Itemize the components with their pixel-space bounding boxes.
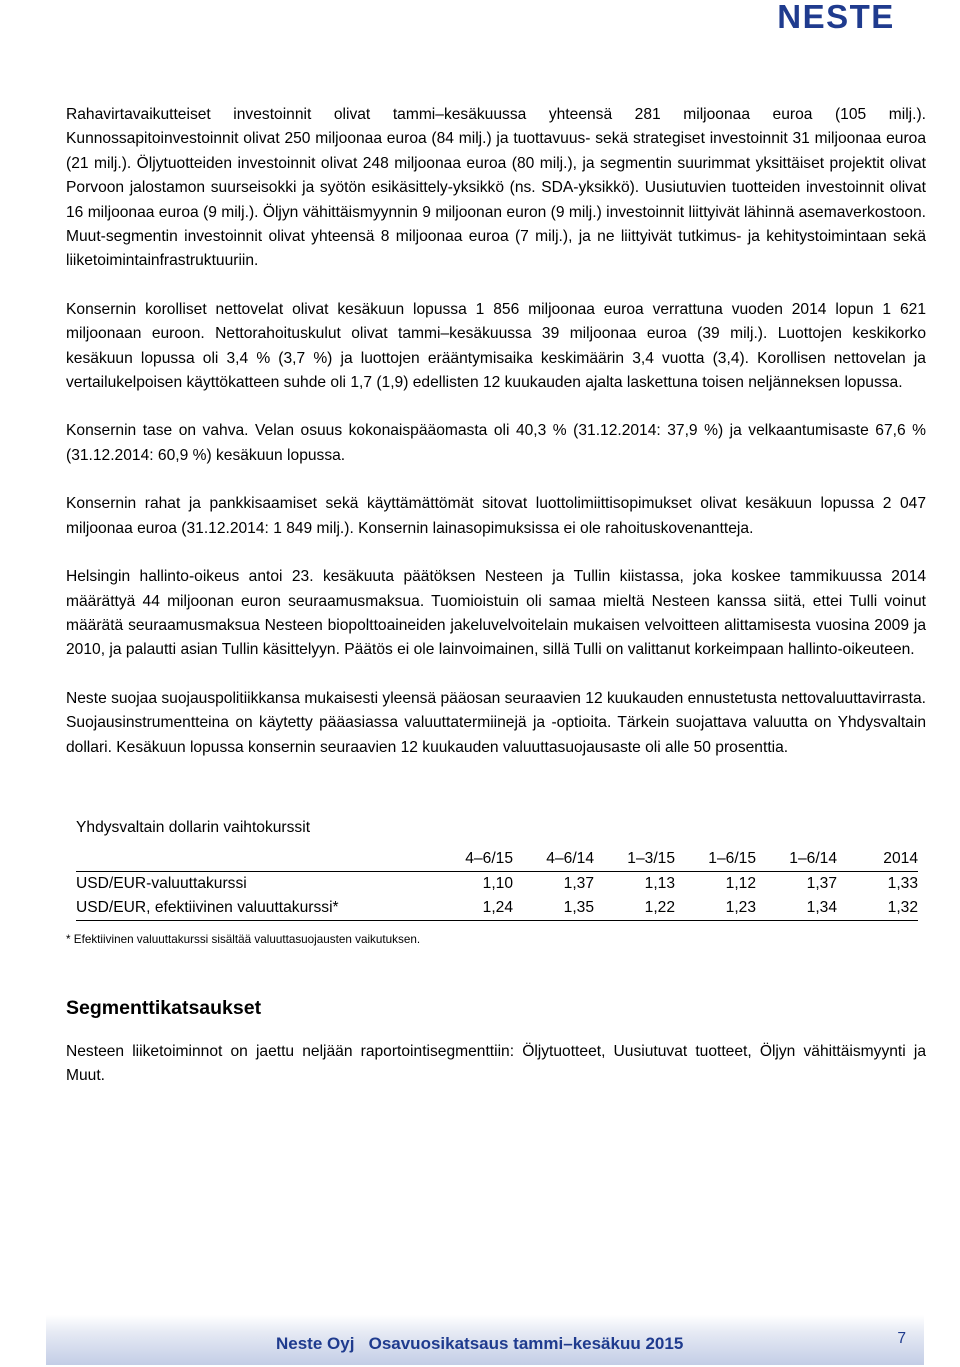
table-cell: 1,32 <box>837 896 918 921</box>
table-header-cell: 1–3/15 <box>594 847 675 872</box>
neste-logo-text: NESTE <box>777 2 895 32</box>
paragraph-hedging: Neste suojaa suojauspolitiikkansa mukaisesti yleensä pääosan seuraavien 12 kuukauden ennustetusta nettovaluuttavirrasta. Suojausinstrumentteina on käytetty pääasiassa valuuttatermiinejä ja -optioita. Tärkein suojattava valuutta on Yhdysvaltain dollari. Kesäkuun lopussa konsernin seuraavien 12 kuukauden valuuttasuojausaste oli alle 50 prosenttia. <box>66 689 926 756</box>
neste-logo <box>760 2 912 32</box>
table-header-row <box>76 847 918 872</box>
neste-logo-mark <box>760 2 912 32</box>
page-number: 7 <box>897 1330 906 1347</box>
section-heading: Segmenttikatsaukset <box>66 996 262 1019</box>
paragraph-investments: Rahavirtavaikutteiset investoinnit olivat tammi–kesäkuussa yhteensä 281 miljoonaa euroa (105 milj.). Kunnossapitoinvestoinnit olivat 250 miljoonaa euroa (84 milj.) ja tuottavuus- sekä strategiset investoinnit 31 miljoonaa euroa (21 milj.). Öljytuotteiden investoinnit olivat 248 miljoonaa euroa (80 milj.), ja segmentin suurimmat yksittäiset projektit olivat Porvoon jalostamon suurseisokki ja syötön esikäsittely-yksikkö (ns. SDA-yksikkö). Uusiutuvien tuotteiden investoinnit olivat 16 miljoonaa euroa (9 milj.). Öljyn vähittäismyynnin 9 miljoonan euron (9 milj.) investoinnit liittyivät lähinnä asemaverkostoon. Muut-segmentin investoinnit olivat yhteensä 8 miljoonaa euroa (7 milj.), ja ne liittyivät tutkimus- ja kehitystoimintaan sekä liiketoimintainfrastruktuuriin. <box>66 106 926 270</box>
table-row-label: USD/EUR-valuuttakurssi <box>76 874 247 892</box>
table-header-cell: 2014 <box>837 847 918 872</box>
table-cell: 1,22 <box>594 896 675 921</box>
exchange-rate-table-block <box>76 818 918 921</box>
table-cell: 1,12 <box>725 874 756 892</box>
table-cell: 1,34 <box>756 896 837 921</box>
table-header-cell: 1–6/15 <box>675 847 756 872</box>
table-row-label: USD/EUR, efektiivinen valuuttakurssi* <box>76 896 432 921</box>
table-cell: 1,13 <box>644 874 675 892</box>
table-header-cell: 4–6/14 <box>513 847 594 872</box>
exchange-rate-table-title: Yhdysvaltain dollarin vaihtokurssit <box>76 818 311 836</box>
table-footnote: * Efektiivinen valuuttakurssi sisältää valuuttasuojausten vaikutuksen. <box>66 932 421 946</box>
table-cell: 1,10 <box>482 874 513 892</box>
table-cell: 1,35 <box>513 896 594 921</box>
page-footer <box>46 1315 924 1365</box>
paragraph-liquidity: Konsernin rahat ja pankkisaamiset sekä käyttämättömät sitovat luottolimiittisopimukset olivat kesäkuun lopussa 2 047 miljoonaa euroa (31.12.2014: 1 849 milj.). Konsernin lainasopimuksissa ei ole rahoituskovenantteja. <box>66 495 926 537</box>
table-cell: 1,37 <box>563 874 594 892</box>
table-cell: 1,33 <box>887 874 918 892</box>
table-header-cell: 1–6/14 <box>756 847 837 872</box>
exchange-rate-table <box>76 847 918 921</box>
paragraph-segments: Nesteen liiketoiminnot on jaettu neljään raportointisegmenttiin: Öljytuotteet, Uusiutuvat tuotteet, Öljyn vähittäismyynti ja Muut. <box>66 1042 926 1085</box>
table-cell: 1,24 <box>432 896 513 921</box>
table-cell: 1,37 <box>806 874 837 892</box>
table-header-cell: 4–6/15 <box>432 847 513 872</box>
table-row <box>76 871 918 896</box>
table-row <box>76 896 918 921</box>
paragraph-net-debt: Konsernin korolliset nettovelat olivat kesäkuun lopussa 1 856 miljoonaa euroa verrattuna vuoden 2014 lopun 1 621 miljoonaan euroon. Nettorahoituskulut olivat tammi–kesäkuussa 39 miljoonaa euroa (39 milj.). Luottojen keskikorko kesäkuun lopussa oli 3,4 % (3,7 %) ja luottojen erääntymisaika keskimäärin 3,4 vuotta (3,4). Korollisen nettovelan ja vertailukelpoisen käyttökatteen suhde oli 1,7 (1,9) edellisten 12 kuukauden ajalta laskettuna toisen neljänneksen lopussa. <box>66 300 926 392</box>
footer-title: Neste Oyj Osavuosikatsaus tammi–kesäkuu 2015 <box>276 1334 684 1353</box>
table-cell: 1,23 <box>675 896 756 921</box>
paragraph-court-decision: Helsingin hallinto-oikeus antoi 23. kesäkuuta päätöksen Nesteen ja Tullin kiistassa, joka koskee tammikuussa 2014 määrättyä 44 miljoonan euron seuraamusmaksua. Tuomioistuin oli samaa mieltä Nesteen kanssa siitä, ettei Tulli voinut määrätä seuraamusmaksua Nesteen biopolttoaineiden jakeluvelvoitelain mukaisen velvoitteen alittamisesta vuosina 2009 ja 2010, ja palautti asian Tullin käsittelyyn. Päätös ei ole lainvoimainen, sillä Tulli on valittanut korkeimpaan hallinto-oikeuteen. <box>66 568 926 659</box>
table-header-empty <box>76 847 432 872</box>
paragraph-balance-sheet: Konsernin tase on vahva. Velan osuus kokonaispääomasta oli 40,3 % (31.12.2014: 37,9 %) ja velkaantumisaste 67,6 % (31.12.2014: 60,9 %) kesäkuun lopussa. <box>66 422 926 464</box>
document-body <box>66 103 926 1113</box>
